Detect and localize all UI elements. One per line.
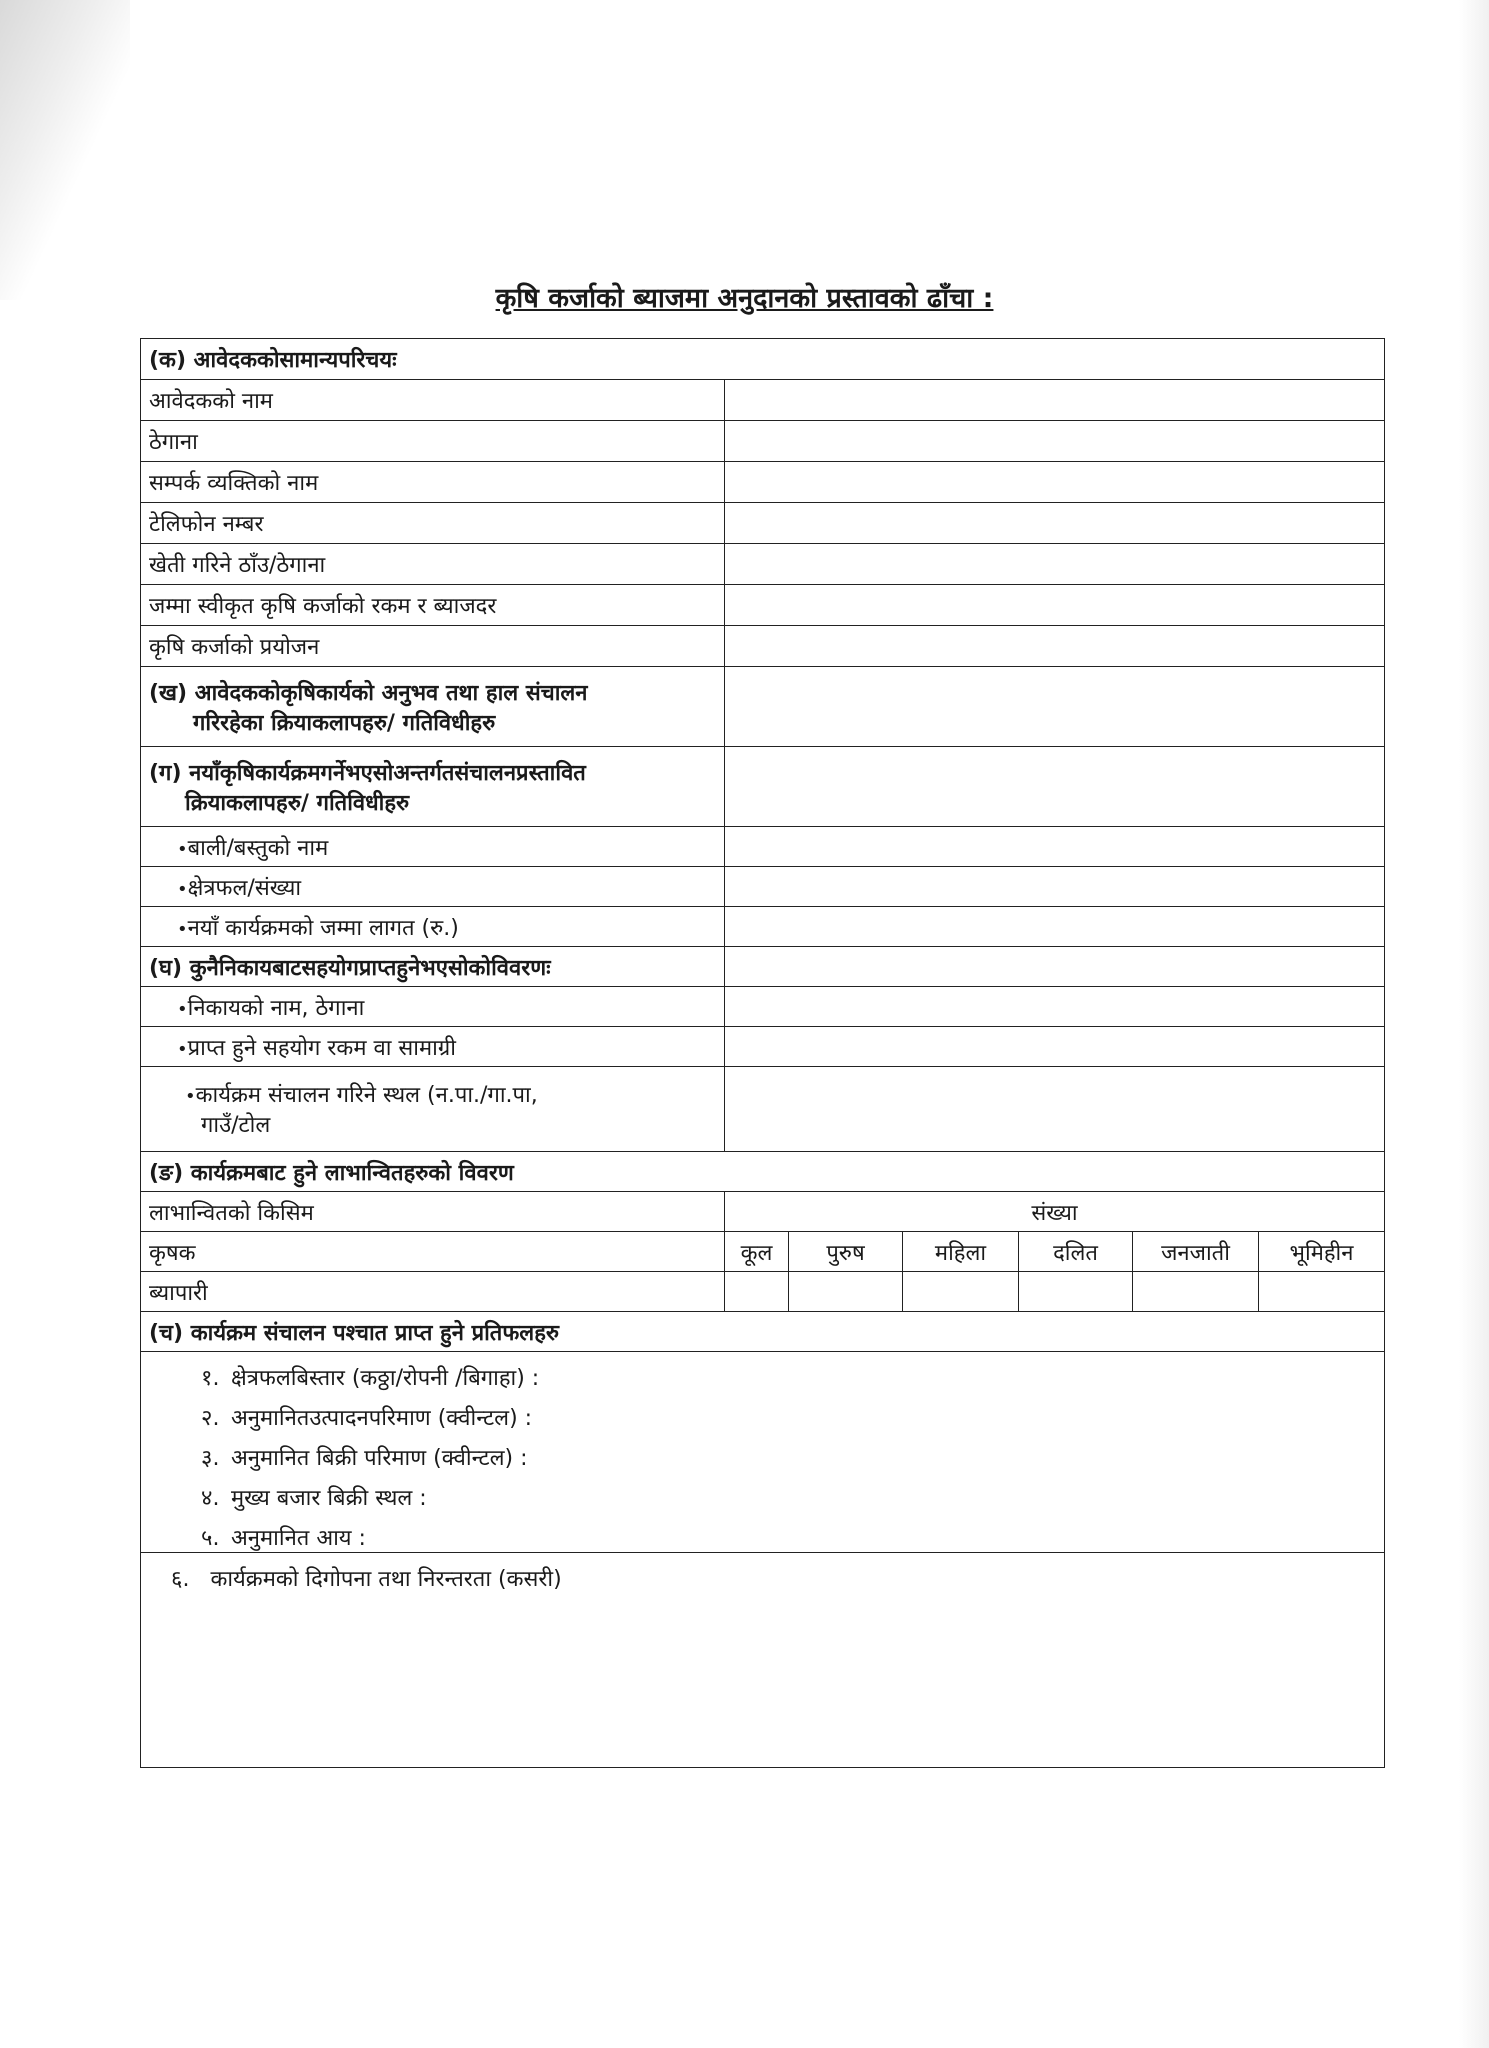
beneficiary-header-row (141, 1192, 1385, 1232)
form-row (141, 380, 1385, 421)
program-location-input[interactable] (725, 1067, 1385, 1152)
section-ga-heading: (ग) नयाँकृषिकार्यक्रमगर्नेभएसोअन्तर्गतसंचालनप्रस्तावित क्रियाकलापहरु/ गतिविधीहरु (141, 747, 725, 827)
farming-location-input[interactable] (725, 544, 1385, 585)
field-label: कृषि कर्जाको प्रयोजन (141, 626, 725, 667)
column-landless: भूमिहीन (1259, 1232, 1385, 1272)
form-row (141, 1027, 1385, 1067)
farmer-label: कृषक (141, 1232, 725, 1272)
section-cha-heading: (च) कार्यक्रम संचालन पश्चात प्राप्त हुने प्रतिफलहरु (141, 1312, 1385, 1352)
scan-fold-shadow (0, 0, 130, 300)
support-details-input[interactable] (725, 947, 1385, 987)
count-cell[interactable] (1133, 1272, 1259, 1312)
outcome-text: अनुमानितउत्पादनपरिमाण (क्वीन्टल) : (231, 1406, 533, 1431)
outcome-text: क्षेत्रफलबिस्तार (कठ्ठा/रोपनी /बिगाहा) : (231, 1366, 540, 1391)
section-kha-heading: (ख) आवेदककोकृषिकार्यको अनुभव तथा हाल संचालन गरिरहेका क्रियाकलापहरु/ गतिविधीहरु (141, 667, 725, 747)
count-label: संख्या (725, 1192, 1385, 1232)
column-dalit: दलित (1019, 1232, 1133, 1272)
outcomes-list[interactable] (141, 1352, 1385, 1553)
sustainability-field[interactable] (141, 1553, 1385, 1768)
total-cost-label: • नयाँ कार्यक्रमको जम्मा लागत (रु.) (141, 907, 725, 947)
count-cell[interactable] (903, 1272, 1019, 1312)
form-row (141, 827, 1385, 867)
support-amount-label: • प्राप्त हुने सहयोग रकम वा सामाग्री (141, 1027, 725, 1067)
column-total: कूल (725, 1232, 789, 1272)
form-row (141, 667, 1385, 747)
outcome-number: १. (201, 1366, 220, 1391)
area-count-input[interactable] (725, 867, 1385, 907)
form-title: कृषि कर्जाको ब्याजमा अनुदानको प्रस्तावको ढाँचा : (495, 283, 994, 314)
total-cost-input[interactable] (725, 907, 1385, 947)
trader-label: ब्यापारी (141, 1272, 725, 1312)
agency-name-label: • निकायको नाम, ठेगाना (141, 987, 725, 1027)
beneficiary-type-label: लाभान्वितको किसिम (141, 1192, 725, 1232)
section-nga-heading: (ङ) कार्यक्रमबाट हुने लाभान्वितहरुको विवरण (141, 1152, 1385, 1192)
crop-name-input[interactable] (725, 827, 1385, 867)
count-cell[interactable] (1259, 1272, 1385, 1312)
section-gha-heading: (घ) कुनैनिकायबाटसहयोगप्राप्तहुनेभएसोकोविवरणः (141, 947, 725, 987)
applicant-name-input[interactable] (725, 380, 1385, 421)
telephone-input[interactable] (725, 503, 1385, 544)
form-row (141, 947, 1385, 987)
form-row (141, 626, 1385, 667)
form-row (141, 867, 1385, 907)
column-janajati: जनजाती (1133, 1232, 1259, 1272)
outcome-number: ४. (201, 1486, 220, 1511)
outcome-text: अनुमानित आय : (231, 1526, 366, 1551)
support-amount-input[interactable] (725, 1027, 1385, 1067)
contact-person-input[interactable] (725, 462, 1385, 503)
count-cell[interactable] (1019, 1272, 1133, 1312)
crop-name-label: • बाली/बस्तुको नाम (141, 827, 725, 867)
form-row (141, 462, 1385, 503)
loan-purpose-input[interactable] (725, 626, 1385, 667)
field-label: ठेगाना (141, 421, 725, 462)
column-male: पुरुष (789, 1232, 903, 1272)
agency-name-input[interactable] (725, 987, 1385, 1027)
column-female: महिला (903, 1232, 1019, 1272)
beneficiary-row (141, 1272, 1385, 1312)
outcome-number: ३. (201, 1446, 220, 1471)
proposed-activities-input[interactable] (725, 747, 1385, 827)
section-ka-heading: (क) आवेदककोसामान्यपरिचयः (141, 339, 1385, 380)
experience-input[interactable] (725, 667, 1385, 747)
field-label: खेती गरिने ठाँउ/ठेगाना (141, 544, 725, 585)
count-cell[interactable] (789, 1272, 903, 1312)
count-cell[interactable] (725, 1272, 789, 1312)
program-location-label: • कार्यक्रम संचालन गरिने स्थल (न.पा./गा.पा, गाउँ/टोल (141, 1067, 725, 1152)
form-row (141, 747, 1385, 827)
outcome-number: २. (201, 1406, 220, 1431)
form-row (141, 503, 1385, 544)
outcome-text: मुख्य बजार बिक्री स्थल : (231, 1486, 427, 1511)
form-row (141, 987, 1385, 1027)
proposal-form-table (140, 338, 1385, 1768)
address-input[interactable] (725, 421, 1385, 462)
form-row (141, 421, 1385, 462)
field-label: सम्पर्क व्यक्तिको नाम (141, 462, 725, 503)
sustainability-number: ६. (171, 1567, 190, 1592)
form-row (141, 1067, 1385, 1152)
field-label: जम्मा स्वीकृत कृषि कर्जाको रकम र ब्याजदर (141, 585, 725, 626)
form-row (141, 585, 1385, 626)
loan-amount-input[interactable] (725, 585, 1385, 626)
outcome-text: अनुमानित बिक्री परिमाण (क्वीन्टल) : (231, 1446, 528, 1471)
form-row (141, 907, 1385, 947)
form-row (141, 544, 1385, 585)
outcome-number: ५. (201, 1526, 220, 1551)
beneficiary-row (141, 1232, 1385, 1272)
area-count-label: • क्षेत्रफल/संख्या (141, 867, 725, 907)
field-label: आवेदकको नाम (141, 380, 725, 421)
field-label: टेलिफोन नम्बर (141, 503, 725, 544)
sustainability-label: कार्यक्रमको दिगोपना तथा निरन्तरता (कसरी) (210, 1567, 562, 1592)
